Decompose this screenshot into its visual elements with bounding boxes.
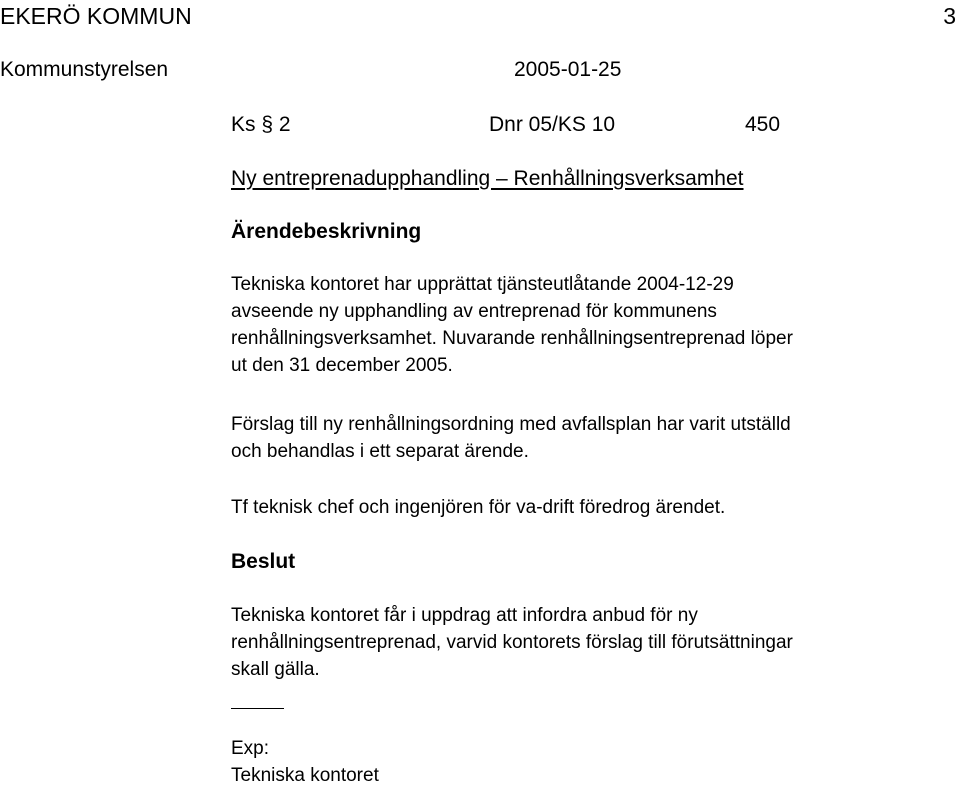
separator-rule — [231, 708, 284, 709]
case-dnr: Dnr 05/KS 10 — [489, 113, 616, 136]
text-line: Förslag till ny renhållningsordning med avfallsplan har varit utställd — [231, 414, 791, 435]
case-title: Ny entreprenadupphandling – Renhållningsverksamhet — [231, 167, 744, 190]
text-line: Tf teknisk chef och ingenjören för va-drift föredrog ärendet. — [231, 497, 726, 518]
description-paragraph-3 — [231, 494, 725, 521]
organization-name: EKERÖ KOMMUN — [0, 3, 192, 29]
page-number: 3 — [943, 3, 956, 29]
text-line: Tekniska kontoret har upprättat tjänsteutlåtande 2004-12-29 — [231, 274, 734, 295]
text-line: och behandlas i ett separat ärende. — [231, 441, 529, 462]
text-line: Tekniska kontoret får i uppdrag att infordra anbud för ny — [231, 605, 698, 626]
meeting-date: 2005-01-25 — [514, 58, 622, 81]
dispatch-label: Exp: — [231, 738, 270, 759]
dispatch-recipient: Tekniska kontoret — [231, 765, 379, 786]
text-line: renhållningsentreprenad, varvid kontorets förslag till förutsättningar — [231, 632, 793, 653]
description-paragraph-1 — [231, 271, 793, 379]
text-line: avseende ny upphandling av entreprenad för kommunens — [231, 301, 717, 322]
description-paragraph-2 — [231, 411, 791, 465]
description-heading: Ärendebeskrivning — [231, 220, 422, 243]
text-line: skall gälla. — [231, 659, 320, 680]
case-code: 450 — [745, 113, 781, 136]
text-line: renhållningsverksamhet. Nuvarande renhållningsentreprenad löper — [231, 328, 793, 349]
case-section: Ks § 2 — [231, 113, 291, 136]
text-line: ut den 31 december 2005. — [231, 355, 453, 376]
decision-heading: Beslut — [231, 550, 296, 573]
department-name: Kommunstyrelsen — [0, 58, 169, 81]
decision-text — [231, 602, 793, 683]
